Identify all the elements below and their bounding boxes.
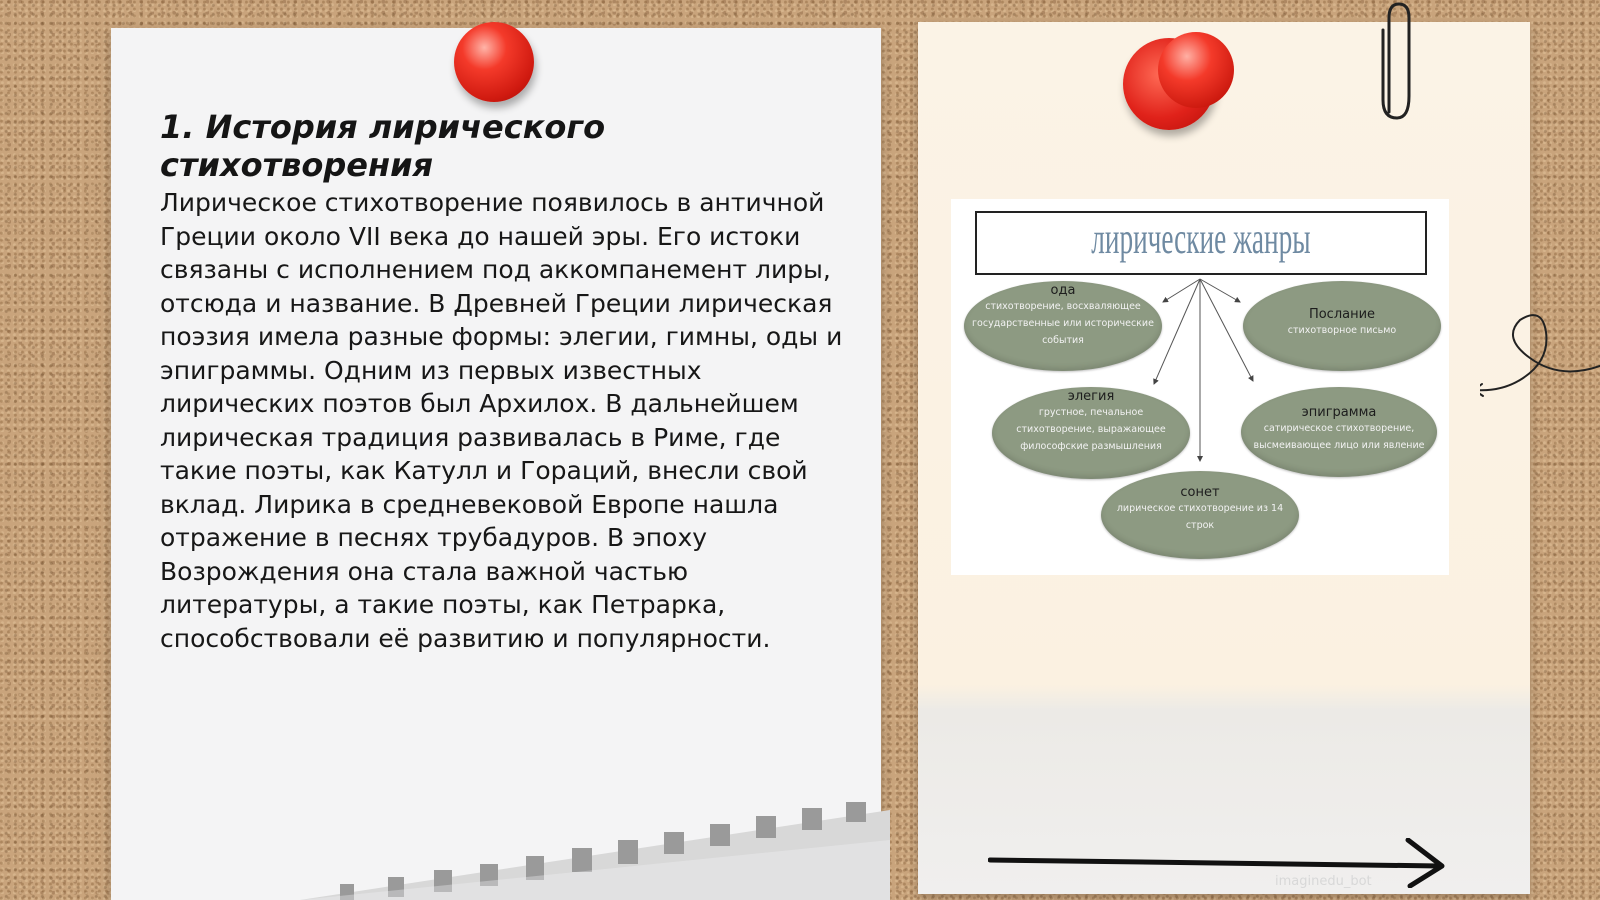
curly-arrow-icon — [1480, 310, 1600, 410]
lyric-genres-diagram — [951, 199, 1449, 575]
push-pin-icon — [454, 22, 534, 102]
slide-title: 1. История лирического стихотворения — [160, 108, 606, 184]
arrow-right-icon — [988, 838, 1448, 888]
torn-paper-edge — [300, 800, 890, 900]
genre-oda: ода стихотворение, восхваляющее государственные или исторические события — [964, 281, 1162, 371]
genre-epigramma: эпиграмма сатирическое стихотворение, высмеивающее лицо или явление — [1241, 387, 1437, 477]
genre-elegiya: элегия грустное, печальное стихотворение, выражающее философские размышления — [992, 387, 1190, 479]
push-pin-icon — [1158, 32, 1234, 108]
genre-sonet: сонет лирическое стихотворение из 14 строк — [1101, 471, 1299, 559]
paperclip-icon — [1375, 0, 1415, 125]
genre-poslanie: Послание стихотворное письмо — [1243, 281, 1441, 371]
diagram-title: лирические жанры — [975, 211, 1427, 275]
slide-body-text: Лирическое стихотворение появилось в античной Греции около VII века до нашей эры. Его истоки связаны с исполнением под аккомпанемент лиры, отсюда и название. В Древней Греции лирическая поэзия имела разные формы: элегии, гимны, оды и эпиграммы. Одним из первых известных лирических поэтов был Архилох. В дальнейшем лирическая традиция развивалась в Риме, где такие поэты, как Катулл и Гораций, внесли свой вклад. Лирика в средневековой Европе нашла отражение в песнях трубадуров. В эпоху Возрождения она стала важной частью литературы, а такие поэты, как Петрарка, способствовали её развитию и популярности. — [160, 188, 843, 653]
watermark: imaginedu_bot — [1275, 874, 1372, 889]
